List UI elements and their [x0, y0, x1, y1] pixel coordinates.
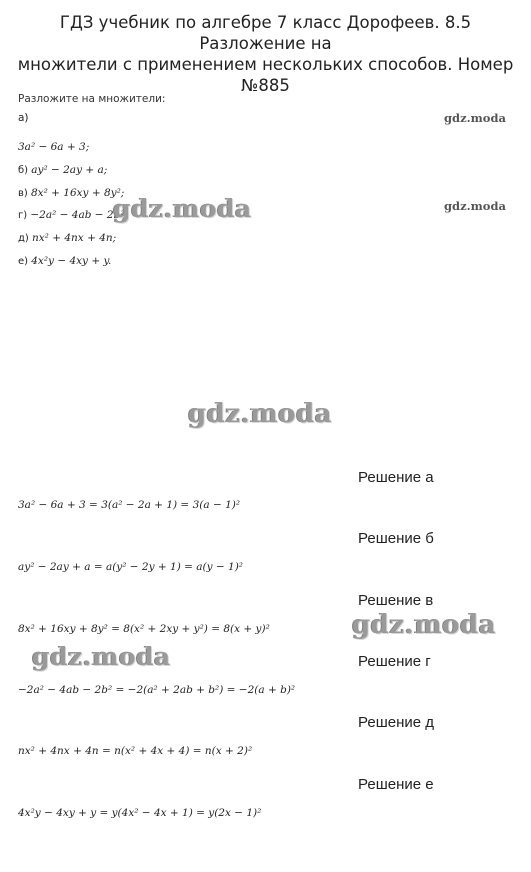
watermark-large: gdz.moda	[188, 399, 333, 429]
task-item-expr: 4x²y − 4xy + y.	[31, 255, 112, 267]
solution-expr-e: nx² + 4nx + 4n = n(x² + 4x + 4) = n(x + 2)²	[18, 745, 253, 757]
solution-expr-a: 3a² − 6a + 3 = 3(a² − 2a + 1) = 3(a − 1)²	[18, 499, 241, 511]
task-a-label: а)	[18, 112, 29, 124]
solution-heading-e: Решение д	[358, 714, 434, 731]
solution-heading-f: Решение е	[358, 776, 434, 793]
task-item-b	[18, 164, 107, 176]
watermark-small: gdz.moda	[444, 111, 506, 125]
task-item-f	[18, 255, 111, 267]
task-item-expr: nx² + 4nx + 4n;	[32, 232, 117, 244]
solution-heading-d: Решение г	[358, 653, 431, 670]
solution-expr-c: 8x² + 16xy + 8y² = 8(x² + 2xy + y²) = 8(x + y)²	[18, 623, 270, 635]
task-item-e	[18, 232, 116, 244]
task-item-a	[18, 141, 89, 153]
solution-expr-d: −2a² − 4ab − 2b² = −2(a² + 2ab + b²) = −2(a + b)²	[18, 684, 296, 696]
page-title	[10, 12, 521, 96]
solution-heading-c: Решение в	[358, 592, 434, 609]
solution-expr-f: 4x²y − 4xy + y = y(4x² − 4x + 1) = y(2x − 1)²	[18, 807, 262, 819]
task-item-label: г)	[18, 210, 31, 221]
task-item-expr: −2a² − 4ab − 2b²;	[30, 209, 129, 221]
title-line-2: множители с применением нескольких способов. Номер	[17, 55, 514, 74]
solution-heading-b: Решение б	[358, 530, 434, 547]
task-item-label: в)	[18, 188, 31, 199]
title-line-1: ГДЗ учебник по алгебре 7 класс Дорофеев. 8.5 Разложение на	[59, 13, 472, 53]
task-item-expr: 8x² + 16xy + 8y²;	[30, 187, 125, 199]
task-item-expr: ay² − 2ay + a;	[31, 164, 108, 176]
watermark-small: gdz.moda	[444, 199, 506, 213]
title-line-3: №885	[241, 76, 290, 95]
task-item-expr: 3a² − 6a + 3;	[18, 141, 90, 153]
task-item-label: д)	[18, 233, 32, 244]
watermark-large: gdz.moda	[113, 194, 252, 223]
task-item-label: б)	[18, 165, 32, 176]
solution-expr-b: ay² − 2ay + a = a(y² − 2y + 1) = a(y − 1)²	[18, 561, 244, 573]
solution-heading-a: Решение а	[358, 469, 434, 486]
watermark-large: gdz.moda	[32, 642, 171, 671]
watermark-large: gdz.moda	[352, 610, 497, 640]
task-item-label: е)	[18, 256, 32, 267]
task-item-d	[18, 209, 128, 221]
task-item-c	[18, 187, 124, 199]
task-intro: Разложите на множители:	[18, 93, 166, 105]
